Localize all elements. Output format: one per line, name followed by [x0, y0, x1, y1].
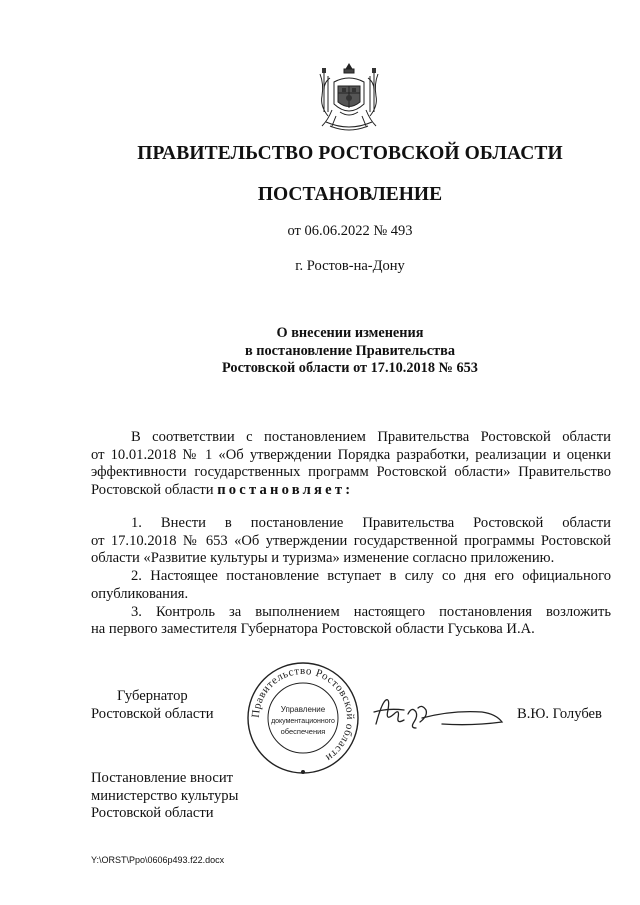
stamp-ring-text: Правительство Ростовской области: [249, 664, 357, 764]
official-stamp: [245, 660, 361, 776]
body-line: эффективности государственных программ Ростовской области» Правительство: [91, 464, 611, 481]
item-1-line: 1. Внести в постановление Правительства Ростовской области: [131, 515, 611, 531]
svg-text:Правительство Ростовской облас: [250, 665, 356, 764]
body-line: В соответствии с постановлением Правительства Ростовской области: [131, 429, 611, 445]
document-date-number: от 06.06.2022 № 493: [287, 223, 413, 239]
submitter-line: Постановление вносит: [91, 770, 234, 786]
stamp-center-text: Управление: [280, 705, 326, 714]
stamp-center-text: документационного: [271, 718, 335, 725]
document-type-heading: ПОСТАНОВЛЕНИЕ: [257, 184, 443, 205]
submitter-line: министерство культуры: [91, 787, 239, 804]
document-city: г. Ростов-на-Дону: [295, 258, 405, 274]
subject-line: в постановление Правительства: [244, 342, 456, 359]
file-path: Y:\ORST\Ppo\0606p493.f22.docx: [91, 855, 225, 865]
signer-region: Ростовской области: [91, 705, 214, 722]
decree-items: [91, 515, 611, 639]
decree-verb: постановляет:: [217, 482, 354, 499]
coat-of-arms-icon: [316, 60, 382, 136]
item-3-line: на первого заместителя Губернатора Ростовской области Гуськова И.А.: [91, 621, 535, 638]
signer-position: Губернатор: [117, 688, 188, 704]
body-line: [91, 482, 611, 500]
item-1-line: области «Развитие культуры и туризма» изменение согласно приложению.: [91, 550, 555, 567]
government-title: ПРАВИТЕЛЬСТВО РОСТОВСКОЙ ОБЛАСТИ: [137, 143, 563, 164]
body-line: от 10.01.2018 № 1 «Об утверждении Порядка разработки, реализации и оценки: [91, 446, 611, 463]
signer-title: [91, 688, 214, 723]
signer-name: В.Ю. Голубев: [517, 706, 602, 722]
item-1-line: от 17.10.2018 № 653 «Об утверждении государственной программы Ростовской: [91, 532, 611, 549]
preamble-paragraph: [91, 429, 611, 500]
item-3-line: 3. Контроль за выполнением настоящего постановления возложить: [131, 603, 611, 620]
submitter-line: Ростовской области: [91, 805, 214, 822]
item-2-line: 2. Настоящее постановление вступает в силу со дня его официального: [131, 568, 611, 585]
subject-line: Ростовской области от 17.10.2018 № 653: [222, 360, 478, 376]
submitter-note: [91, 770, 238, 823]
stamp-center-text: обеспечения: [280, 727, 326, 736]
document-subject: [150, 325, 550, 378]
handwritten-signature: [372, 694, 504, 734]
subject-line: О внесении изменения: [276, 325, 424, 341]
preamble-prefix: Ростовской области: [91, 482, 214, 499]
item-2-line: опубликования.: [91, 585, 189, 602]
